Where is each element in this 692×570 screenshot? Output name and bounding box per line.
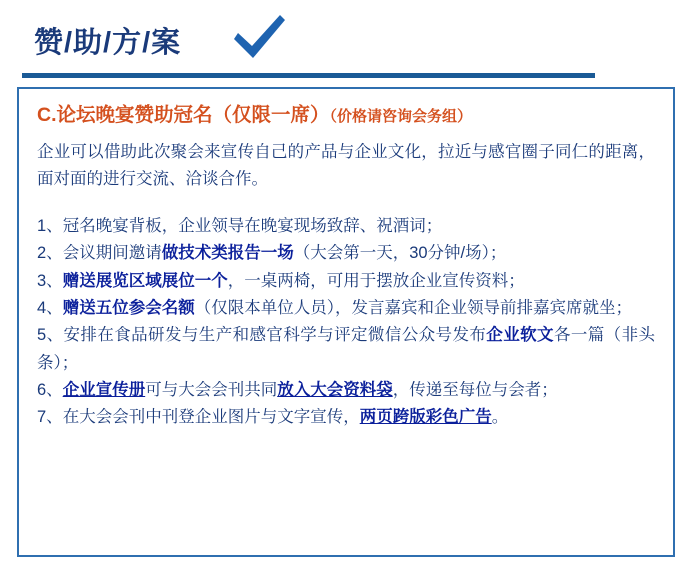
list-item-index: 5、	[37, 326, 64, 345]
list-item-highlight-underlined: 放入大会资料袋	[277, 381, 393, 400]
list-item	[37, 213, 655, 240]
list-item-text: 在大会会刊中刊登企业图片与文字宣传，	[62, 408, 360, 427]
list-item-highlight: 企业软文	[486, 326, 554, 345]
card-title	[37, 103, 655, 128]
page-title: 赞/助/方/案	[34, 27, 182, 59]
list-item	[37, 240, 655, 267]
list-item-index: 3、	[37, 271, 63, 290]
list-item	[37, 404, 655, 431]
header-divider	[22, 73, 595, 78]
list-item-text: （仅限本单位人员），发言嘉宾和企业领导前排嘉宾席就坐；	[194, 298, 632, 317]
card-intro-paragraph: 企业可以借助此次聚会来宣传自己的产品与企业文化，拉近与感官圈子同仁的距离，面对面的进行交流、洽谈合作。	[37, 143, 655, 189]
list-item-text: 各一篇（非头条）；	[37, 326, 656, 372]
benefits-list	[37, 213, 655, 432]
list-item-text: ，传递至每位与会者；	[392, 381, 558, 400]
card-title-note: （价格请咨询会务组）	[329, 108, 473, 125]
list-item-index: 6、	[37, 381, 63, 400]
list-item-highlight: 赠送五位参会名额	[62, 298, 195, 317]
document-header	[0, 0, 692, 82]
list-item	[37, 322, 655, 377]
list-item-index: 4、	[37, 298, 63, 317]
list-item-highlight: 做技术类报告一场	[161, 244, 294, 263]
list-item-text: （大会第一天，30分钟/场）；	[293, 244, 507, 263]
sponsorship-option-card	[17, 87, 675, 557]
list-item-index: 2、	[37, 244, 63, 263]
list-item-text: 安排在食品研发与生产和感官科学与评定微信公众号发布	[63, 326, 487, 345]
list-item-highlight: 赠送展览区域展位一个	[62, 271, 228, 290]
list-item	[37, 268, 655, 295]
list-item-text: 会议期间邀请	[62, 244, 162, 263]
list-item	[37, 295, 655, 322]
card-title-main: C.论坛晚宴赞助冠名（仅限一席）	[37, 104, 330, 126]
list-item-text: 可与大会会刊共同	[145, 381, 278, 400]
list-item	[37, 377, 655, 404]
list-item-text: 。	[491, 408, 509, 427]
check-mark-icon	[231, 13, 287, 61]
list-item-highlight-underlined: 两页跨版彩色广告	[359, 408, 492, 427]
list-item-index: 1、	[37, 216, 63, 235]
list-item-text: ，一桌两椅，可用于摆放企业宣传资料；	[227, 271, 525, 290]
list-item-highlight-underlined: 企业宣传册	[62, 381, 146, 400]
list-item-index: 7、	[37, 408, 63, 427]
list-item-text: 冠名晚宴背板，企业领导在晚宴现场致辞、祝酒词；	[62, 216, 443, 235]
